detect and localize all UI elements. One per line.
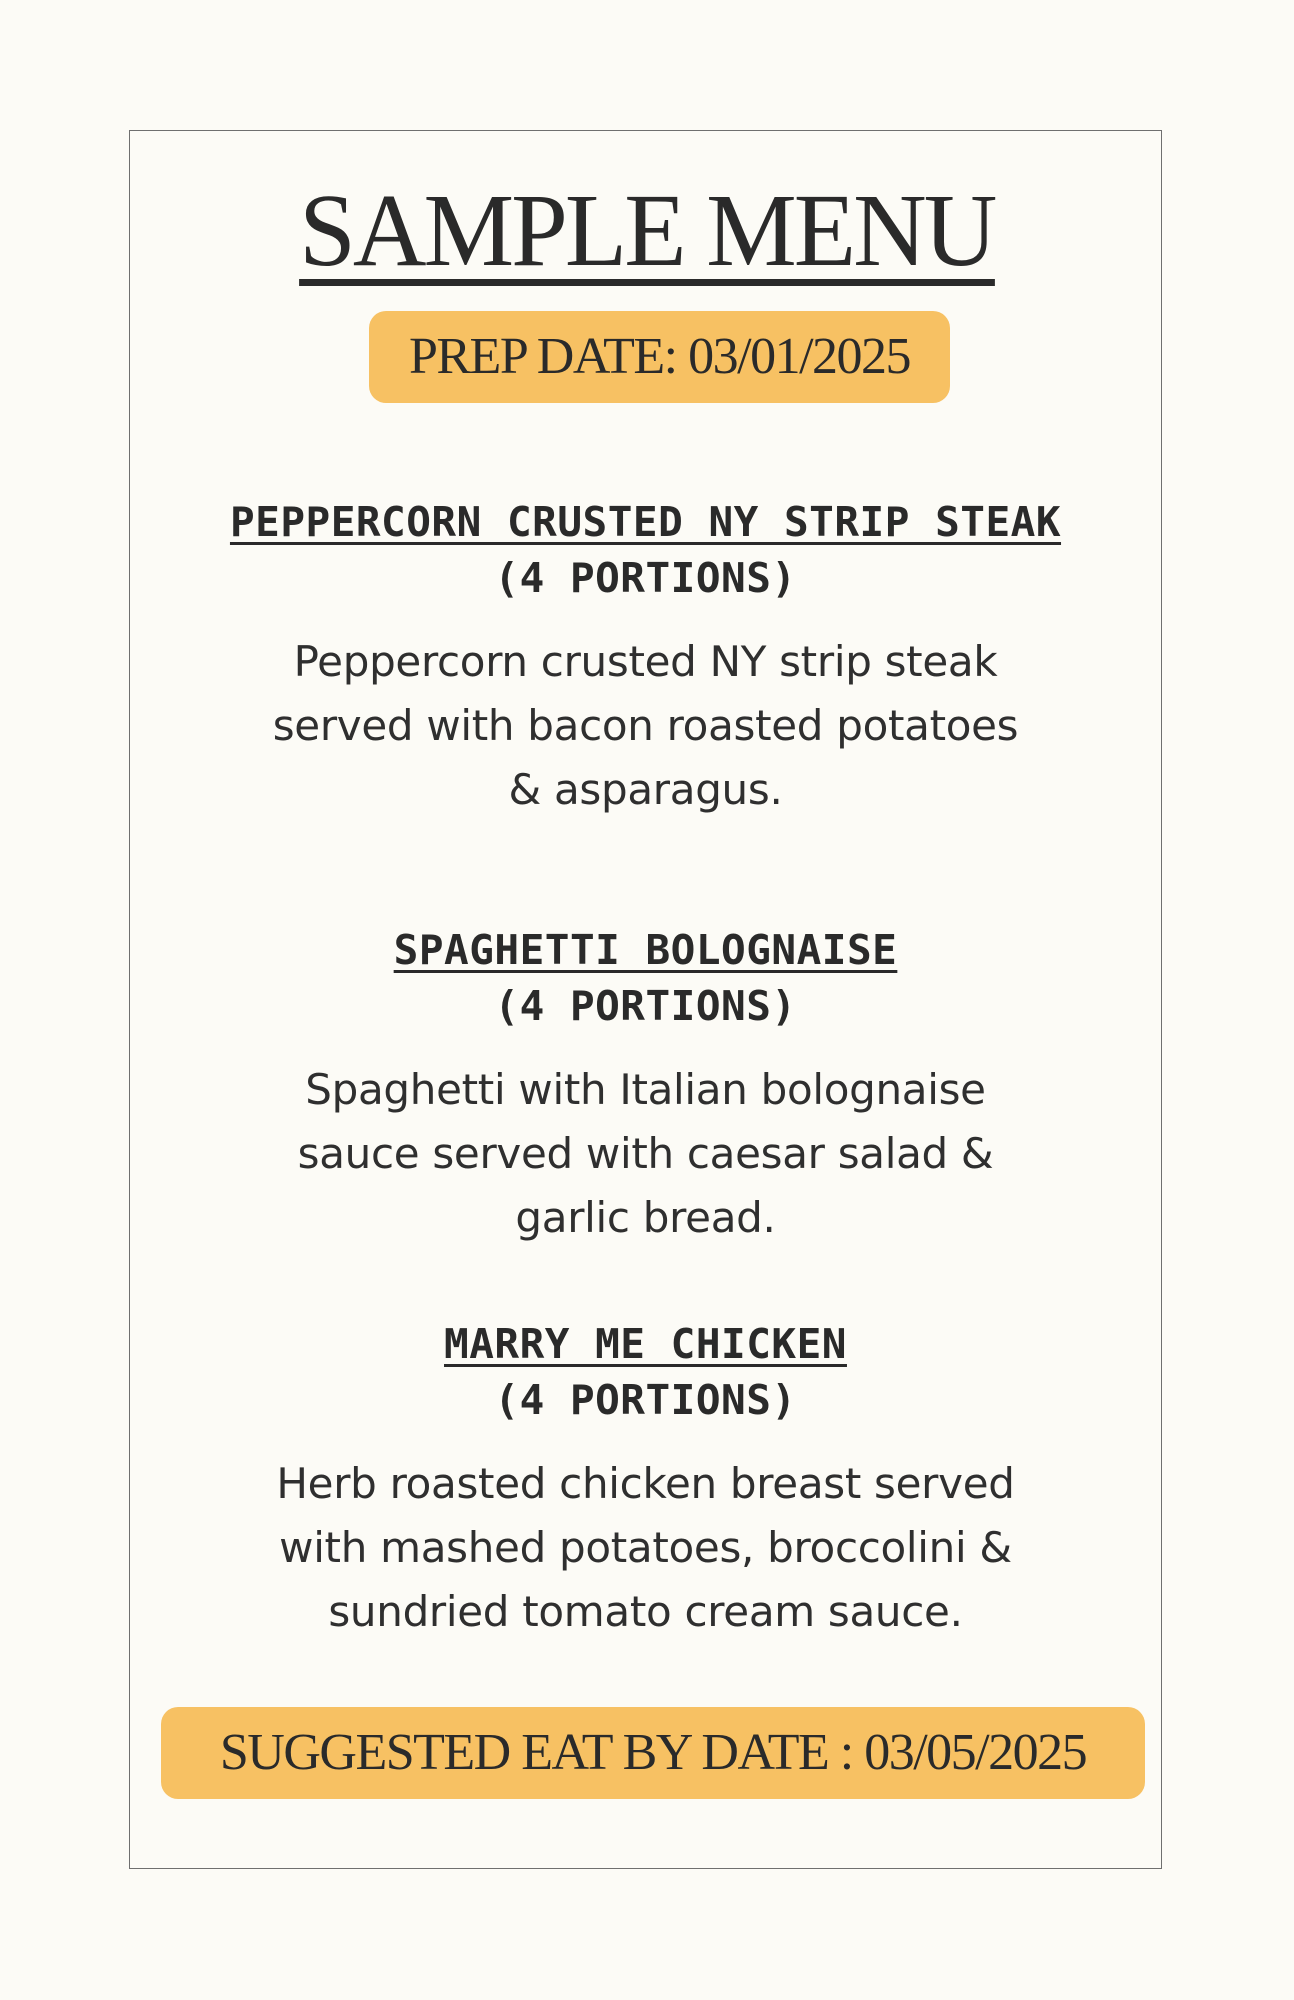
dish-description — [129, 630, 1162, 822]
dish-portions: (4 PORTIONS) — [494, 554, 797, 602]
eat-by-date-badge: SUGGESTED EAT BY DATE : 03/05/2025 — [161, 1707, 1145, 1799]
dish-portions: (4 PORTIONS) — [494, 1376, 797, 1424]
dish-name — [129, 1316, 1162, 1372]
dish-description-line: Herb roasted chicken breast served — [276, 1459, 1015, 1508]
menu-item — [129, 922, 1162, 1250]
menu-title — [0, 173, 1294, 288]
dish-description-line: & asparagus. — [508, 765, 783, 814]
dish-description-line: sauce served with caesar salad & — [297, 1129, 994, 1178]
dish-name-text: MARRY ME CHICKEN — [444, 1320, 847, 1368]
dish-description — [129, 1452, 1162, 1644]
prep-date-badge: PREP DATE: 03/01/2025 — [369, 311, 950, 403]
dish-description-line: garlic bread. — [515, 1193, 776, 1242]
dish-name — [129, 494, 1162, 550]
dish-description — [129, 1058, 1162, 1250]
dish-description-line: Spaghetti with Italian bolognaise — [305, 1065, 986, 1114]
dish-description-line: served with bacon roasted potatoes — [272, 701, 1019, 750]
dish-name-text: SPAGHETTI BOLOGNAISE — [393, 926, 898, 974]
menu-item — [129, 1316, 1162, 1644]
menu-item — [129, 494, 1162, 822]
dish-description-line: with mashed potatoes, broccolini & — [279, 1523, 1012, 1572]
dish-description-line: Peppercorn crusted NY strip steak — [293, 637, 998, 686]
menu-title-text: SAMPLE MENU — [299, 173, 995, 288]
dish-name — [129, 922, 1162, 978]
dish-portions: (4 PORTIONS) — [494, 982, 797, 1030]
dish-description-line: sundried tomato cream sauce. — [328, 1587, 963, 1636]
dish-name-text: PEPPERCORN CRUSTED NY STRIP STEAK — [229, 498, 1062, 546]
